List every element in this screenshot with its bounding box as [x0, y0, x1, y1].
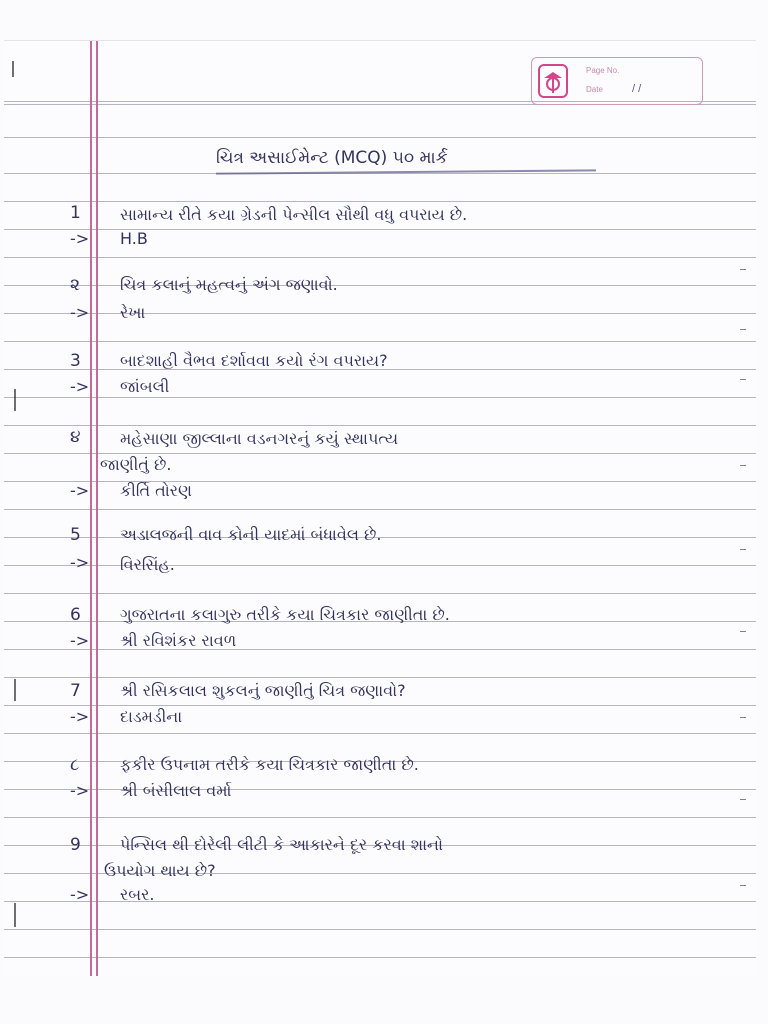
pen-mark [740, 379, 746, 380]
question-number: 7 [70, 681, 81, 701]
ruled-line [4, 929, 756, 930]
date-label: Date [586, 85, 603, 94]
answer-text: રબર. [120, 885, 155, 904]
ruled-line [4, 453, 756, 454]
question-number: 6 [70, 605, 81, 625]
question-text: શ્રી રસિકલાલ શુકલનું જાણીતું ચિત્ર જણાવો? [120, 681, 406, 700]
question-text: અડાલજની વાવ કોની યાદમાં બંધાવેલ છે. [120, 525, 382, 544]
question-text: મહેસાણા જીલ્લાના વડનગરનું કયું સ્થાપત્ય [120, 429, 399, 448]
ruled-line [4, 229, 756, 230]
ruled-line [4, 565, 756, 566]
ruled-line [4, 593, 756, 594]
question-text: ફકીર ઉપનામ તરીકે કયા ચિત્રકાર જાણીતા છે. [120, 755, 419, 774]
answer-arrow: -> [70, 377, 90, 396]
question-text: ચિત્ર કલાનું મહત્વનું અંગ જણાવો. [120, 275, 338, 294]
ruled-line [4, 733, 756, 734]
brand-emblem-icon [542, 69, 564, 95]
ruled-line [4, 313, 756, 314]
answer-arrow: -> [70, 707, 90, 726]
ruled-line [4, 341, 756, 342]
ruled-line [4, 201, 756, 202]
notebook-brand-logo [538, 64, 568, 98]
ruled-line [4, 705, 756, 706]
answer-arrow: -> [70, 303, 90, 322]
ruled-line [4, 901, 756, 902]
margin-line [96, 41, 98, 976]
question-text-continued: જાણીતું છે. [100, 455, 172, 474]
answer-text: વિરસિંહ. [120, 555, 175, 574]
pen-mark [14, 679, 16, 701]
question-text: સામાન્ય રીતે કયા ગ્રેડની પેન્સીલ સૌથી વધુ વપરાય છે. [120, 205, 468, 224]
ruled-line [4, 397, 756, 398]
ruled-line [4, 137, 756, 138]
date-value: / / [632, 83, 642, 95]
answer-arrow: -> [70, 885, 90, 904]
question-text-continued: ઉપયોગ થાય છે? [104, 861, 216, 880]
answer-text: H.B [120, 229, 148, 248]
pen-mark [740, 549, 746, 550]
answer-text: શ્રી રવિશંકર રાવળ [120, 631, 237, 650]
answer-text: રેખા [120, 303, 146, 322]
margin-line [90, 41, 92, 976]
pen-mark [12, 61, 14, 77]
pen-mark [14, 389, 16, 411]
answer-arrow: -> [70, 481, 90, 500]
pen-mark [740, 631, 746, 632]
answer-text: દાડમડીના [120, 707, 183, 726]
question-number: ૪ [70, 427, 81, 447]
page-date-box [531, 57, 703, 105]
answer-arrow: -> [70, 553, 90, 572]
ruled-line [4, 509, 756, 510]
pen-mark [740, 269, 746, 270]
answer-arrow: -> [70, 229, 90, 248]
question-text: બાદશાહી વૈભવ દર્શાવવા કયો રંગ વપરાય? [120, 351, 388, 370]
ruled-line [4, 957, 756, 958]
pen-mark [740, 799, 746, 800]
ruled-line [4, 789, 756, 790]
question-number: 3 [70, 351, 81, 371]
pen-mark [740, 465, 746, 466]
question-text: ગુજરાતના કલાગુરુ તરીકે કયા ચિત્રકાર જાણીતા છે. [120, 605, 450, 624]
notebook-page [4, 40, 756, 976]
pen-mark [14, 903, 16, 927]
ruled-line [4, 649, 756, 650]
answer-text: કીર્તિ તોરણ [120, 481, 193, 500]
page-no-label: Page No. [586, 66, 620, 75]
ruled-line [4, 285, 756, 286]
question-number: ૮ [70, 755, 80, 775]
pen-mark [740, 885, 746, 886]
question-number: ૨ [70, 275, 80, 295]
question-text: પેન્સિલ થી દોરેલી લીટી કે આકારને દૂર કરવા શાનો [120, 835, 443, 854]
answer-text: શ્રી બંસીલાલ વર્મા [120, 781, 232, 800]
answer-arrow: -> [70, 781, 90, 800]
assignment-title: ચિત્ર અસાઈમેન્ટ (MCQ) ૫૦ માર્ક [216, 148, 448, 168]
question-number: 9 [70, 835, 81, 855]
ruled-line [4, 425, 756, 426]
answer-text: જાંબલી [120, 377, 170, 396]
ruled-line [4, 817, 756, 818]
pen-mark [740, 329, 746, 330]
pen-mark [740, 717, 746, 718]
question-number: 5 [70, 525, 81, 545]
question-number: 1 [70, 203, 81, 223]
ruled-line [4, 257, 756, 258]
ruled-line [4, 677, 756, 678]
answer-arrow: -> [70, 631, 90, 650]
ruled-line [4, 481, 756, 482]
